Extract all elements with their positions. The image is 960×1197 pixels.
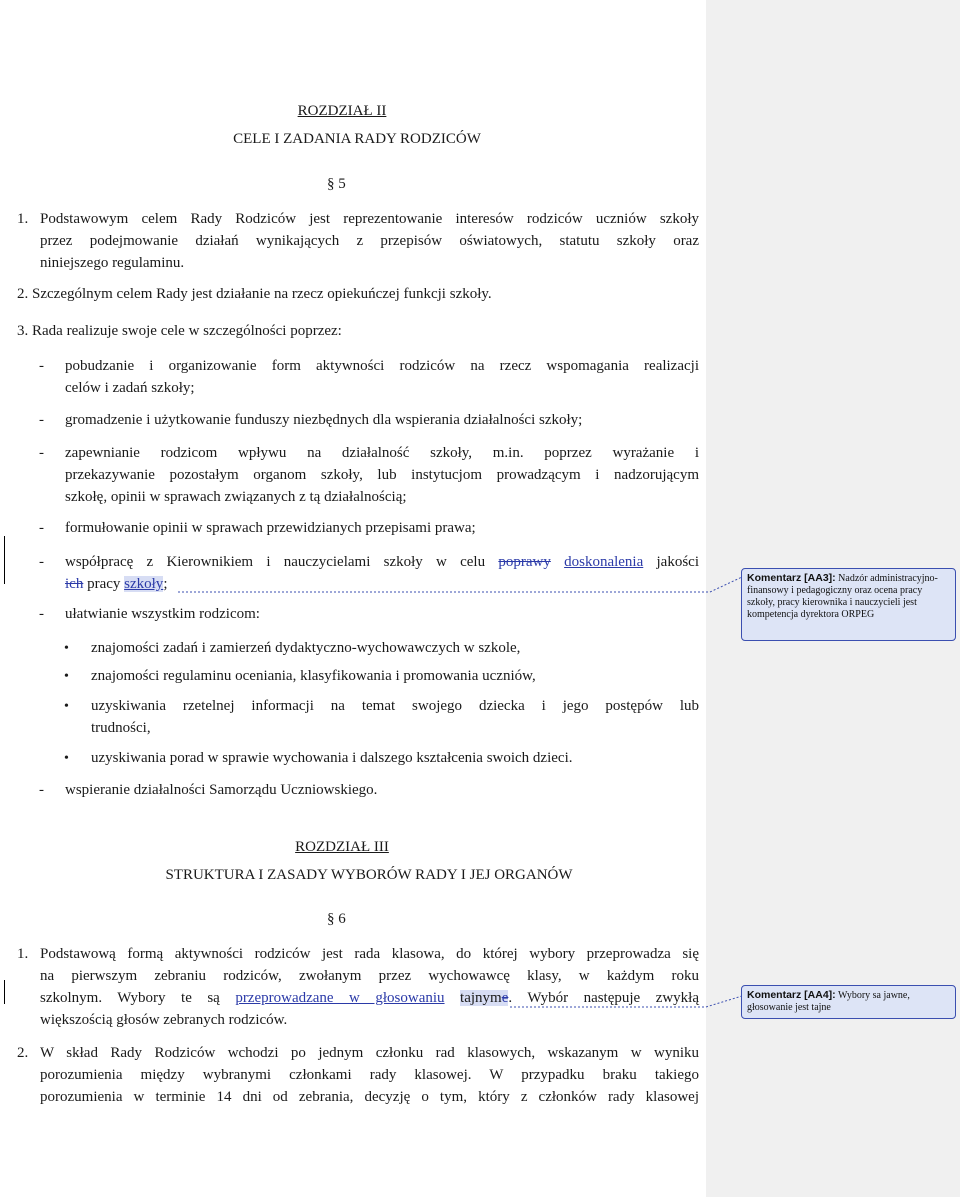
bullet-item: znajomości zadań i zamierzeń dydaktyczno-wychowawczych w szkole, [91,640,521,656]
list-dash: - [39,445,44,461]
paragraph-line: większością głosów zebranych rodziców. [40,1012,288,1028]
chapter-title: STRUKTURA I ZASADY WYBORÓW RADY I JEJ ORGANÓW [165,867,573,883]
paragraph-line: na pierwszym zebraniu rodziców, zwołanym przez wychowawcę klasy, w każdym roku [40,968,699,984]
bullet-item: znajomości regulaminu oceniania, klasyfikowania i promowania uczniów, [91,668,536,684]
comment-label: Komentarz [AA4]: [747,989,836,1001]
paragraph-line: Podstawową formą aktywności rodziców jest rada klasowa, do której wybory przeprowadza się [40,946,699,962]
comment-balloon[interactable] [741,985,956,1019]
commented-word: tajnym [460,990,502,1006]
list-item-line: przekazywanie pozostałym organom szkoły, lub instytucjom prowadzącym i nadzorującym [65,467,699,483]
comment-connector-line [510,996,742,1007]
list-item-line: pobudzanie i organizowanie form aktywności rodziców na rzecz wspomagania realizacji [65,358,699,374]
list-item-line: zapewnianie rodzicom wpływu na działalność szkoły, m.in. poprzez wyrażanie i [65,445,699,461]
bullet-item-line: uzyskiwania rzetelnej informacji na temat swojego dziecka i jego postępów lub [91,698,699,714]
bullet-item: uzyskiwania porad w sprawie wychowania i dalszego kształcenia swoich dzieci. [91,750,573,766]
list-dash: - [39,412,44,428]
list-dash: - [39,606,44,622]
comment-text: Nadzór administracyjno- finansowy i pedagogiczny oraz ocena pracy szkoły, pracy kierownika i nauczycieli jest kompetencja dyrektora ORPEG [747,573,938,620]
list-item: formułowanie opinii w sprawach przewidzianych przepisami prawa; [65,520,476,536]
bullet-icon: • [64,641,69,656]
paragraph-line: W skład Rady Rodziców wchodzi po jednym członku rad klasowych, wskazanym w wyniku [40,1045,699,1061]
list-item: ułatwianie wszystkim rodzicom: [65,606,260,622]
chapter-heading: ROZDZIAŁ II [297,103,387,119]
list-item: gromadzenie i użytkowanie funduszy niezbędnych dla wspierania działalności szkoły; [65,412,583,428]
bullet-icon: • [64,751,69,766]
bullet-icon: • [64,699,69,714]
paragraph-text: . Wybór następuje zwykłą [508,990,700,1006]
chapter-title: CELE I ZADANIA RADY RODZICÓW [233,131,481,147]
inserted-text: przeprowadzane w głosowaniu [235,990,445,1006]
list-dash: - [39,520,44,536]
deleted-text: poprawy [498,554,551,570]
list-item: wspieranie działalności Samorządu Uczniowskiego. [65,782,378,798]
paragraph-line: porozumienia między wybranymi członkami rady klasowej. W przypadku braku takiego [40,1067,699,1083]
comment-text: Wybory sa jawne, głosowanie jest tajne [747,990,910,1013]
paragraph: 3. Rada realizuje swoje cele w szczególności poprzez: [17,323,342,339]
comment-label: Komentarz [AA3]: [747,572,836,584]
comment-connector-line [178,577,742,592]
paragraph-number: 2. [17,1045,29,1061]
comment-balloon[interactable] [741,568,956,641]
paragraph: 2. Szczególnym celem Rady jest działanie na rzecz opiekuńczej funkcji szkoły. [17,286,492,302]
list-item-line: celów i zadań szkoły; [65,380,195,396]
list-dash: - [39,782,44,798]
paragraph-line: niniejszego regulaminu. [40,255,185,271]
inserted-text: szkoły [124,576,164,592]
deleted-text: ich [65,576,84,592]
item-text: ; [163,576,168,592]
inserted-text: doskonalenia [564,554,644,570]
bullet-item-line: trudności, [91,720,151,736]
list-item-line: szkołę, opinii w sprawach związanych z tą działalnością; [65,489,407,505]
section-number: § 6 [327,911,346,927]
paragraph-number: 1. [17,946,29,962]
paragraph-line: porozumienia w terminie 14 dni od zebrania, decyzję o tym, który z członków rady klasowej [40,1089,699,1105]
section-number: § 5 [327,176,346,192]
item-text: jakości [656,554,700,570]
paragraph-line: Podstawowym celem Rady Rodziców jest reprezentowanie interesów rodziców uczniów szkoły [40,211,699,227]
list-dash: - [39,358,44,374]
paragraph-number: 1. [17,211,29,227]
bullet-icon: • [64,669,69,684]
paragraph-text: szkolnym. Wybory te są [40,990,220,1006]
item-text: pracy [87,576,121,592]
list-dash: - [39,554,44,570]
paragraph-line: przez podejmowanie działań wynikających z przepisów oświatowych, statutu szkoły oraz [40,233,699,249]
item-text: współpracę z Kierownikiem i nauczycielami szkoły w celu [65,554,486,570]
chapter-heading: ROZDZIAŁ III [295,839,389,855]
deleted-text: e [501,990,509,1006]
